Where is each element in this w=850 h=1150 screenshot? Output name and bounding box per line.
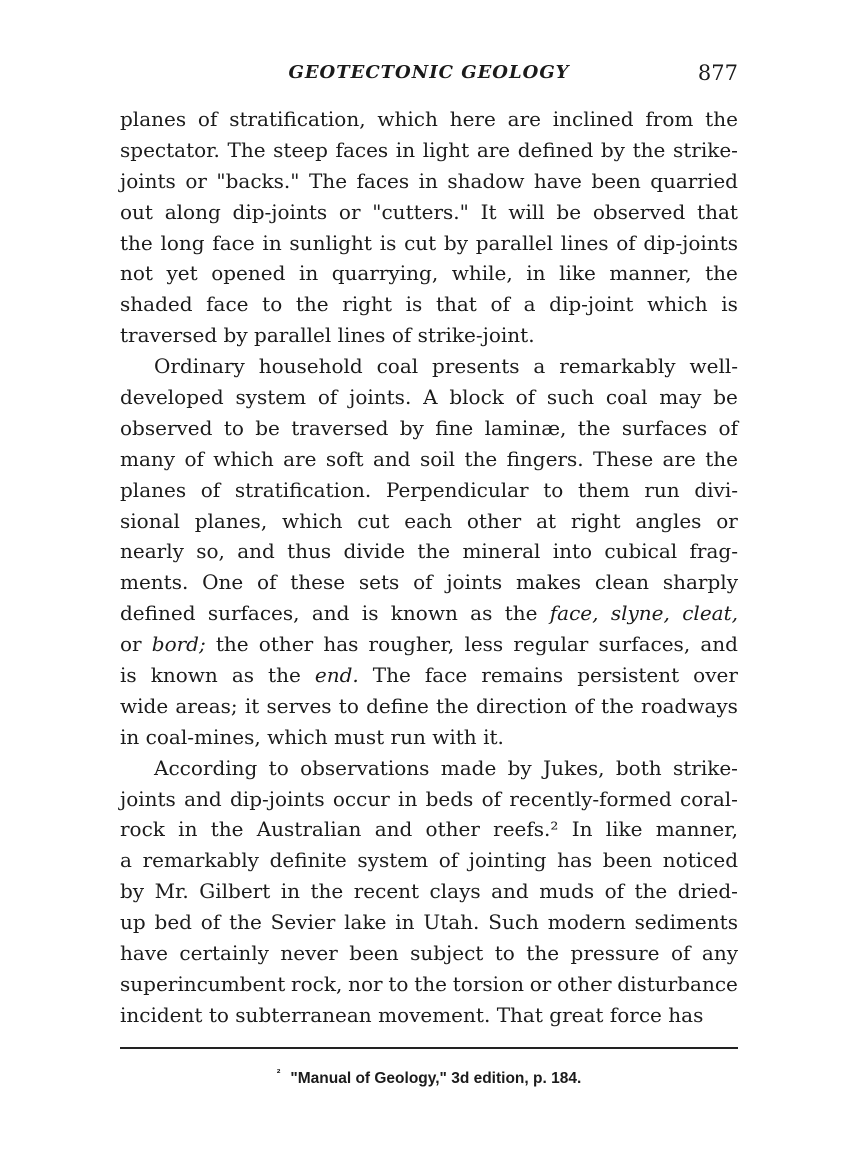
text-line: planes of stratification, which here are inclined from the: [120, 107, 738, 131]
text-line: out along dip-joints or "cutters." It will be observed that: [120, 199, 738, 224]
body-text: [120, 104, 738, 1031]
text-line: superincumbent rock, nor to the torsion or other disturbance: [120, 971, 738, 996]
text-line: According to observations made by Jukes, both strike-: [154, 755, 738, 780]
text-line: shaded face to the right is that of a dip-joint which is: [120, 292, 738, 317]
paragraph: [120, 104, 738, 351]
footnote-text: "Manual of Geology," 3d edition, p. 184.: [290, 1070, 582, 1088]
text-line: incident to subterranean movement. That great force has: [120, 1002, 704, 1027]
text-line: joints or "backs." The faces in shadow have been quarried: [120, 168, 738, 193]
page-header: [120, 58, 738, 88]
text-line: observed to be traversed by fine laminæ, the surfaces of: [120, 415, 738, 440]
text-line: in coal-mines, which must run with it.: [120, 724, 504, 749]
running-head: GEOTECTONIC GEOLOGY: [288, 62, 570, 83]
footnote: [120, 1068, 738, 1088]
text-line: planes of stratification. Perpendicular to them run divi-: [120, 477, 738, 502]
text-line: have certainly never been subject to the pressure of any: [120, 941, 738, 966]
text-line: defined surfaces, and is known as the face, slyne, cleat,: [120, 601, 738, 626]
footnote-divider: [120, 1047, 738, 1049]
text-line: Ordinary household coal presents a remarkably well-: [154, 354, 738, 379]
text-line: wide areas; it serves to define the direction of the roadways: [120, 693, 738, 718]
text-line: nearly so, and thus divide the mineral into cubical frag-: [120, 539, 738, 564]
text-line: not yet opened in quarrying, while, in like manner, the: [120, 261, 738, 286]
text-line: spectator. The steep faces in light are defined by the strike-: [120, 137, 738, 162]
text-line: sional planes, which cut each other at right angles or: [120, 508, 738, 533]
paragraph: [120, 753, 738, 1031]
text-line: developed system of joints. A block of such coal may be: [120, 385, 738, 410]
text-line: traversed by parallel lines of strike-joint.: [120, 323, 535, 348]
page-number: 877: [697, 61, 738, 85]
footnote-marker: ²: [276, 1068, 281, 1080]
text-line: ments. One of these sets of joints makes clean sharply: [120, 570, 738, 595]
text-line: a remarkably definite system of jointing has been noticed: [120, 848, 738, 873]
text-line: up bed of the Sevier lake in Utah. Such modern sediments: [120, 910, 738, 935]
text-line: the long face in sunlight is cut by parallel lines of dip-joints: [120, 230, 738, 255]
text-line: many of which are soft and soil the fingers. These are the: [120, 446, 738, 471]
text-line: by Mr. Gilbert in the recent clays and muds of the dried-: [120, 879, 738, 904]
text-line: joints and dip-joints occur in beds of recently-formed coral-: [120, 786, 738, 811]
text-line: or bord; the other has rougher, less regular surfaces, and: [120, 632, 738, 657]
text-line: is known as the end. The face remains persistent over: [120, 663, 738, 688]
paragraph: [120, 351, 738, 753]
text-line: rock in the Australian and other reefs.² In like manner,: [120, 817, 738, 842]
